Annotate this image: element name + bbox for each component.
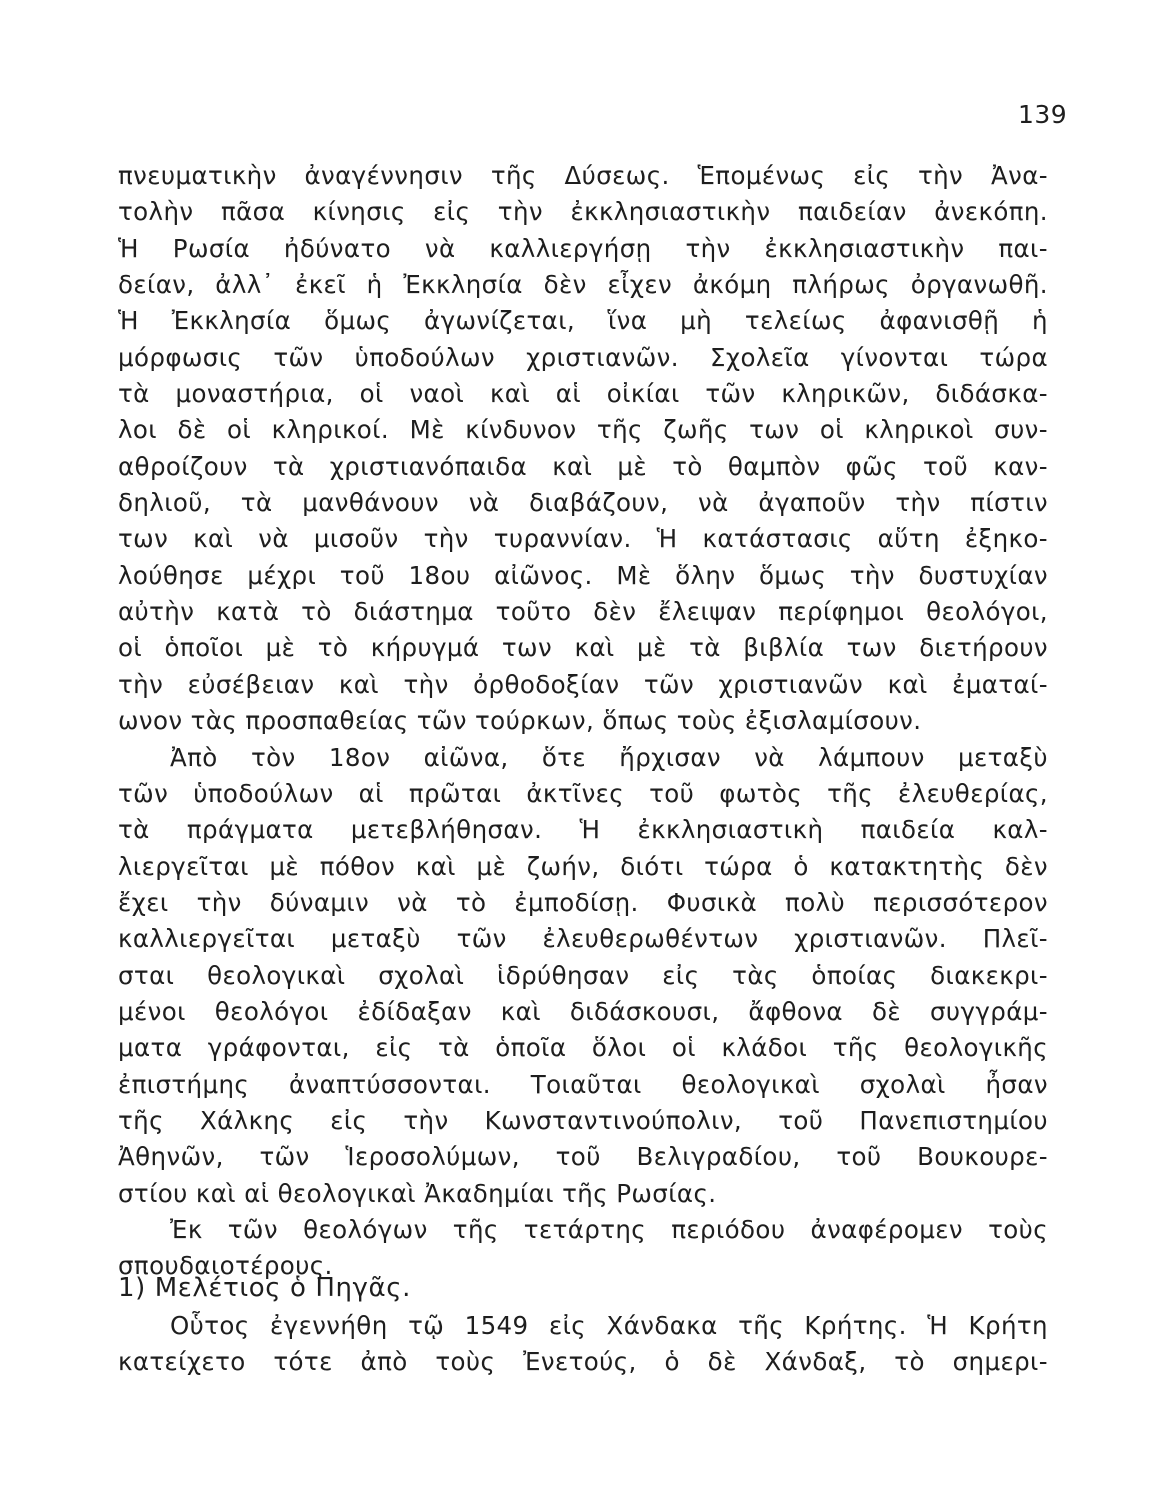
text-line: δείαν, ἀλλ᾽ ἐκεῖ ἡ Ἐκκλησία δὲν εἶχεν ἀκόμη πλήρως ὀργανωθῆ. bbox=[118, 270, 1048, 300]
text-line: πνευματικὴν ἀναγέννησιν τῆς Δύσεως. Ἑπομένως εἰς τὴν Ἀνα- bbox=[118, 161, 1048, 190]
text-line: Ἀπὸ τὸν 18ον αἰῶνα, ὅτε ἤρχισαν νὰ λάμπουν μεταξὺ bbox=[170, 742, 1048, 772]
section-text bbox=[118, 1308, 1048, 1381]
text-line: αθροίζουν τὰ χριστιανόπαιδα καὶ μὲ τὸ θαμπὸν φῶς τοῦ καν- bbox=[118, 451, 1048, 481]
text-line: ωνον τὰς προσπαθείας τῶν τούρκων, ὅπως τοὺς ἐξισλαμίσουν. bbox=[118, 706, 922, 736]
text-line: μένοι θεολόγοι ἐδίδαξαν καὶ διδάσκουσι, ἄφθονα δὲ συγγράμ- bbox=[118, 996, 1048, 1026]
text-line: τὰ πράγματα μετεβλήθησαν. Ἡ ἐκκλησιαστικὴ παιδεία καλ- bbox=[118, 815, 1048, 845]
text-line: Οὗτος ἐγεννήθη τῷ 1549 εἰς Χάνδακα τῆς Κρήτης. Ἡ Κρήτη bbox=[170, 1311, 1048, 1340]
text-line: σται θεολογικαὶ σχολαὶ ἱδρύθησαν εἰς τὰς ὁποίας διακεκρι- bbox=[118, 960, 1048, 990]
text-line: λούθησε μέχρι τοῦ 18ου αἰῶνος. Μὲ ὅλην ὅμως τὴν δυστυχίαν bbox=[118, 560, 1048, 590]
text-line: των καὶ νὰ μισοῦν τὴν τυραννίαν. Ἡ κατάστασις αὕτη ἐξηκο- bbox=[118, 524, 1048, 554]
text-line: τῆς Χάλκης εἰς τὴν Κωνσταντινούπολιν, τοῦ Πανεπιστημίου bbox=[118, 1105, 1048, 1135]
text-line: στίου καὶ αἱ θεολογικαὶ Ἀκαδημίαι τῆς Ρωσίας. bbox=[118, 1178, 717, 1208]
page-number: 139 bbox=[1018, 100, 1068, 129]
text-line: καλλιεργεῖται μεταξὺ τῶν ἐλευθερωθέντων χριστιανῶν. Πλεῖ- bbox=[118, 924, 1048, 954]
section-heading: 1) Μελέτιος ὁ Πηγᾶς. bbox=[118, 1273, 412, 1303]
text-line: τῶν ὑποδούλων αἱ πρῶται ἀκτῖνες τοῦ φωτὸς τῆς ἐλευθερίας, bbox=[118, 778, 1048, 808]
text-line: λοι δὲ οἱ κληρικοί. Μὲ κίνδυνον τῆς ζωῆς των οἱ κληρικοὶ συν- bbox=[118, 415, 1048, 445]
body-text bbox=[118, 158, 1048, 1285]
text-line: ἔχει τὴν δύναμιν νὰ τὸ ἐμποδίσῃ. Φυσικὰ πολὺ περισσότερον bbox=[118, 887, 1048, 917]
text-line: μόρφωσις τῶν ὑποδούλων χριστιανῶν. Σχολεῖα γίνονται τώρα bbox=[118, 342, 1048, 372]
text-line: ἐπιστήμης ἀναπτύσσονται. Τοιαῦται θεολογικαὶ σχολαὶ ἦσαν bbox=[118, 1069, 1048, 1099]
text-line: τὰ μοναστήρια, οἱ ναοὶ καὶ αἱ οἰκίαι τῶν κληρικῶν, διδάσκα- bbox=[118, 379, 1048, 409]
text-line: Ἡ Ρωσία ἠδύνατο νὰ καλλιεργήσῃ τὴν ἐκκλησιαστικὴν παι- bbox=[118, 233, 1048, 263]
text-line: οἱ ὁποῖοι μὲ τὸ κήρυγμά των καὶ μὲ τὰ βιβλία των διετήρουν bbox=[118, 633, 1048, 663]
text-line: ματα γράφονται, εἰς τὰ ὁποῖα ὅλοι οἱ κλάδοι τῆς θεολογικῆς bbox=[118, 1033, 1048, 1063]
text-line: τὴν εὐσέβειαν καὶ τὴν ὀρθοδοξίαν τῶν χριστιανῶν καὶ ἐματαί- bbox=[118, 669, 1048, 699]
text-line: Ἐκ τῶν θεολόγων τῆς τετάρτης περιόδου ἀναφέρομεν τοὺς bbox=[170, 1214, 1048, 1244]
text-line: αὐτὴν κατὰ τὸ διάστημα τοῦτο δὲν ἔλειψαν περίφημοι θεολόγοι, bbox=[118, 597, 1048, 627]
text-line: τολὴν πᾶσα κίνησις εἰς τὴν ἐκκλησιαστικὴν παιδείαν ἀνεκόπη. bbox=[118, 197, 1048, 227]
text-line: δηλιοῦ, τὰ μανθάνουν νὰ διαβάζουν, νὰ ἀγαποῦν τὴν πίστιν bbox=[118, 488, 1048, 518]
text-line: Ἡ Ἐκκλησία ὅμως ἀγωνίζεται, ἵνα μὴ τελείως ἀφανισθῇ ἡ bbox=[118, 306, 1048, 336]
text-line: Ἀθηνῶν, τῶν Ἱεροσολύμων, τοῦ Βελιγραδίου, τοῦ Βουκουρε- bbox=[118, 1142, 1048, 1172]
text-line: κατείχετο τότε ἀπὸ τοὺς Ἐνετούς, ὁ δὲ Χάνδαξ, τὸ σημερι- bbox=[118, 1347, 1048, 1377]
text-line: λιεργεῖται μὲ πόθον καὶ μὲ ζωήν, διότι τώρα ὁ κατακτητὴς δὲν bbox=[118, 851, 1048, 881]
text-line: σπουδαιοτέρους. bbox=[118, 1251, 333, 1281]
